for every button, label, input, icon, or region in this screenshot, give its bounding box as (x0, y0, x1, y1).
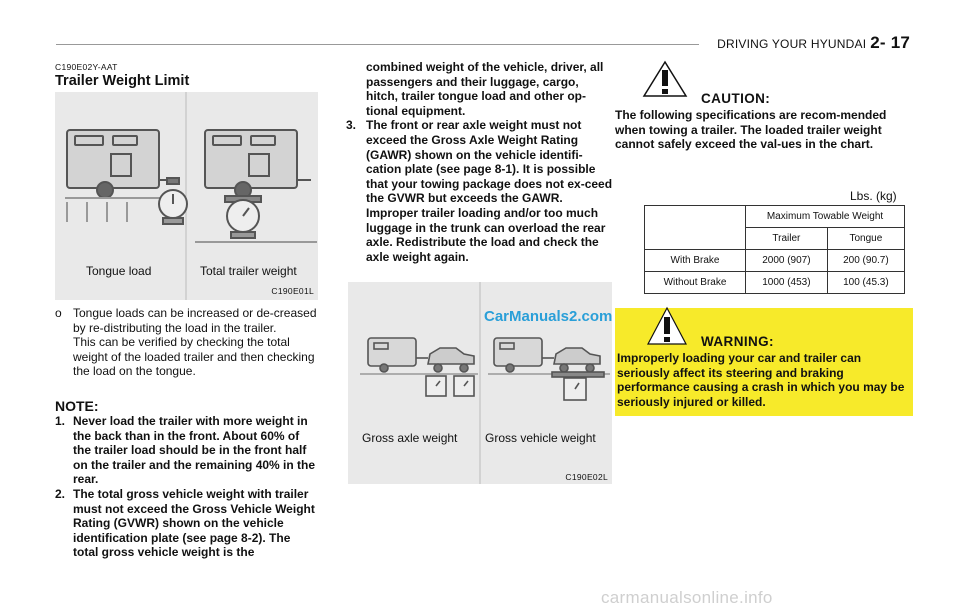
note-number-3: 3. (346, 118, 357, 133)
figure-caption-vehicle: Gross vehicle weight (485, 431, 596, 445)
bullet-text: Tongue loads can be increased or de-creased by re-distributing the load in the trailer. (73, 306, 317, 335)
table-header: Maximum Towable Weight (746, 206, 905, 228)
section-code: C190E02Y-AAT (55, 62, 118, 72)
note-item-2 (55, 487, 319, 560)
footer-watermark: carmanualsonline.info (601, 588, 773, 607)
figure-caption-total: Total trailer weight (200, 264, 297, 278)
bullet-mark: o (55, 306, 62, 320)
note-text-3: The front or rear axle weight must not exceed the Gross Axle Weight Rating (GAWR) shown on the vehicle identifi-cation plate (see page 8-1). It is possible that your towing package does not ex-ceed the GVWR but exceeds the GAWR. Improper trailer loading and/or too much luggage in the trunk can overload the rear axle. Redistribute the load and check the axle weight again. (366, 118, 613, 264)
towable-weight-table (644, 205, 905, 294)
note-list (55, 414, 319, 560)
trailer-value: 2000 (907) (746, 250, 828, 272)
figure-code: C190E02L (565, 472, 608, 482)
column-header-trailer: Trailer (746, 228, 828, 250)
note-item-3 (346, 118, 613, 264)
warning-title: WARNING: (701, 334, 774, 349)
units-label: Lbs. (kg) (850, 189, 897, 203)
figure-caption-axle: Gross axle weight (362, 431, 458, 445)
warning-triangle-icon (642, 60, 688, 98)
figure-code: C190E01L (271, 286, 314, 296)
watermark-logo: CarManuals2.com (484, 308, 613, 325)
page-number: 2- 17 (870, 33, 910, 52)
table-corner-cell (645, 206, 746, 250)
table-header-row (645, 206, 905, 228)
warning-triangle-icon (646, 306, 688, 346)
note-text-2: The total gross vehicle weight with trailer must not exceed the Gross Vehicle Weight Rating (GVWR) shown on the vehicle identification plate (see page 8-2). The total gross vehicle weight is the (73, 486, 315, 560)
warning-text: Improperly loading your car and trailer can seriously affect its steering and braking performance causing a crash in which you may be seriously injured or killed. (617, 351, 905, 409)
caution-title: CAUTION: (701, 91, 771, 106)
continued-text: combined weight of the vehicle, driver, all passengers and their luggage, cargo, hitch, trailer tongue load and other op-tional equipment. (366, 60, 604, 118)
row-label: Without Brake (645, 272, 746, 294)
caution-box (615, 60, 913, 178)
tongue-value: 100 (45.3) (827, 272, 904, 294)
bullet-text-2: This can be verified by checking the total weight of the loaded trailer and then checking the load on the tongue. (73, 335, 315, 379)
row-label: With Brake (645, 250, 746, 272)
note-item-1 (55, 414, 319, 487)
table-row (645, 250, 905, 272)
tongue-load-figure (55, 92, 318, 300)
table-row (645, 272, 905, 294)
note-number-1: 1. (55, 414, 66, 428)
trailer-value: 1000 (453) (746, 272, 828, 294)
page-header (717, 33, 910, 53)
header-rule (56, 44, 699, 45)
bullet-item (55, 306, 319, 379)
warning-box (615, 308, 913, 416)
section-name: DRIVING YOUR HYUNDAI (717, 37, 867, 51)
middle-text (346, 60, 613, 264)
tongue-bullet (55, 306, 319, 379)
caution-text: The following specifications are recom-mended when towing a trailer. The loaded trailer weight cannot safely exceed the val-ues in the chart. (615, 108, 887, 152)
tongue-value: 200 (90.7) (843, 255, 889, 266)
note-text-1: Never load the trailer with more weight in the back than in the front. About 60% of the trailer load should be in the front half on the trailer and the remaining 40% in the rear. (73, 414, 316, 487)
note-label: NOTE: (55, 398, 99, 414)
figure-caption-tongue: Tongue load (86, 264, 152, 278)
column-header-tongue: Tongue (827, 228, 904, 250)
note-number-2: 2. (55, 486, 66, 501)
section-title: Trailer Weight Limit (55, 73, 190, 89)
axle-weight-figure (348, 282, 612, 484)
